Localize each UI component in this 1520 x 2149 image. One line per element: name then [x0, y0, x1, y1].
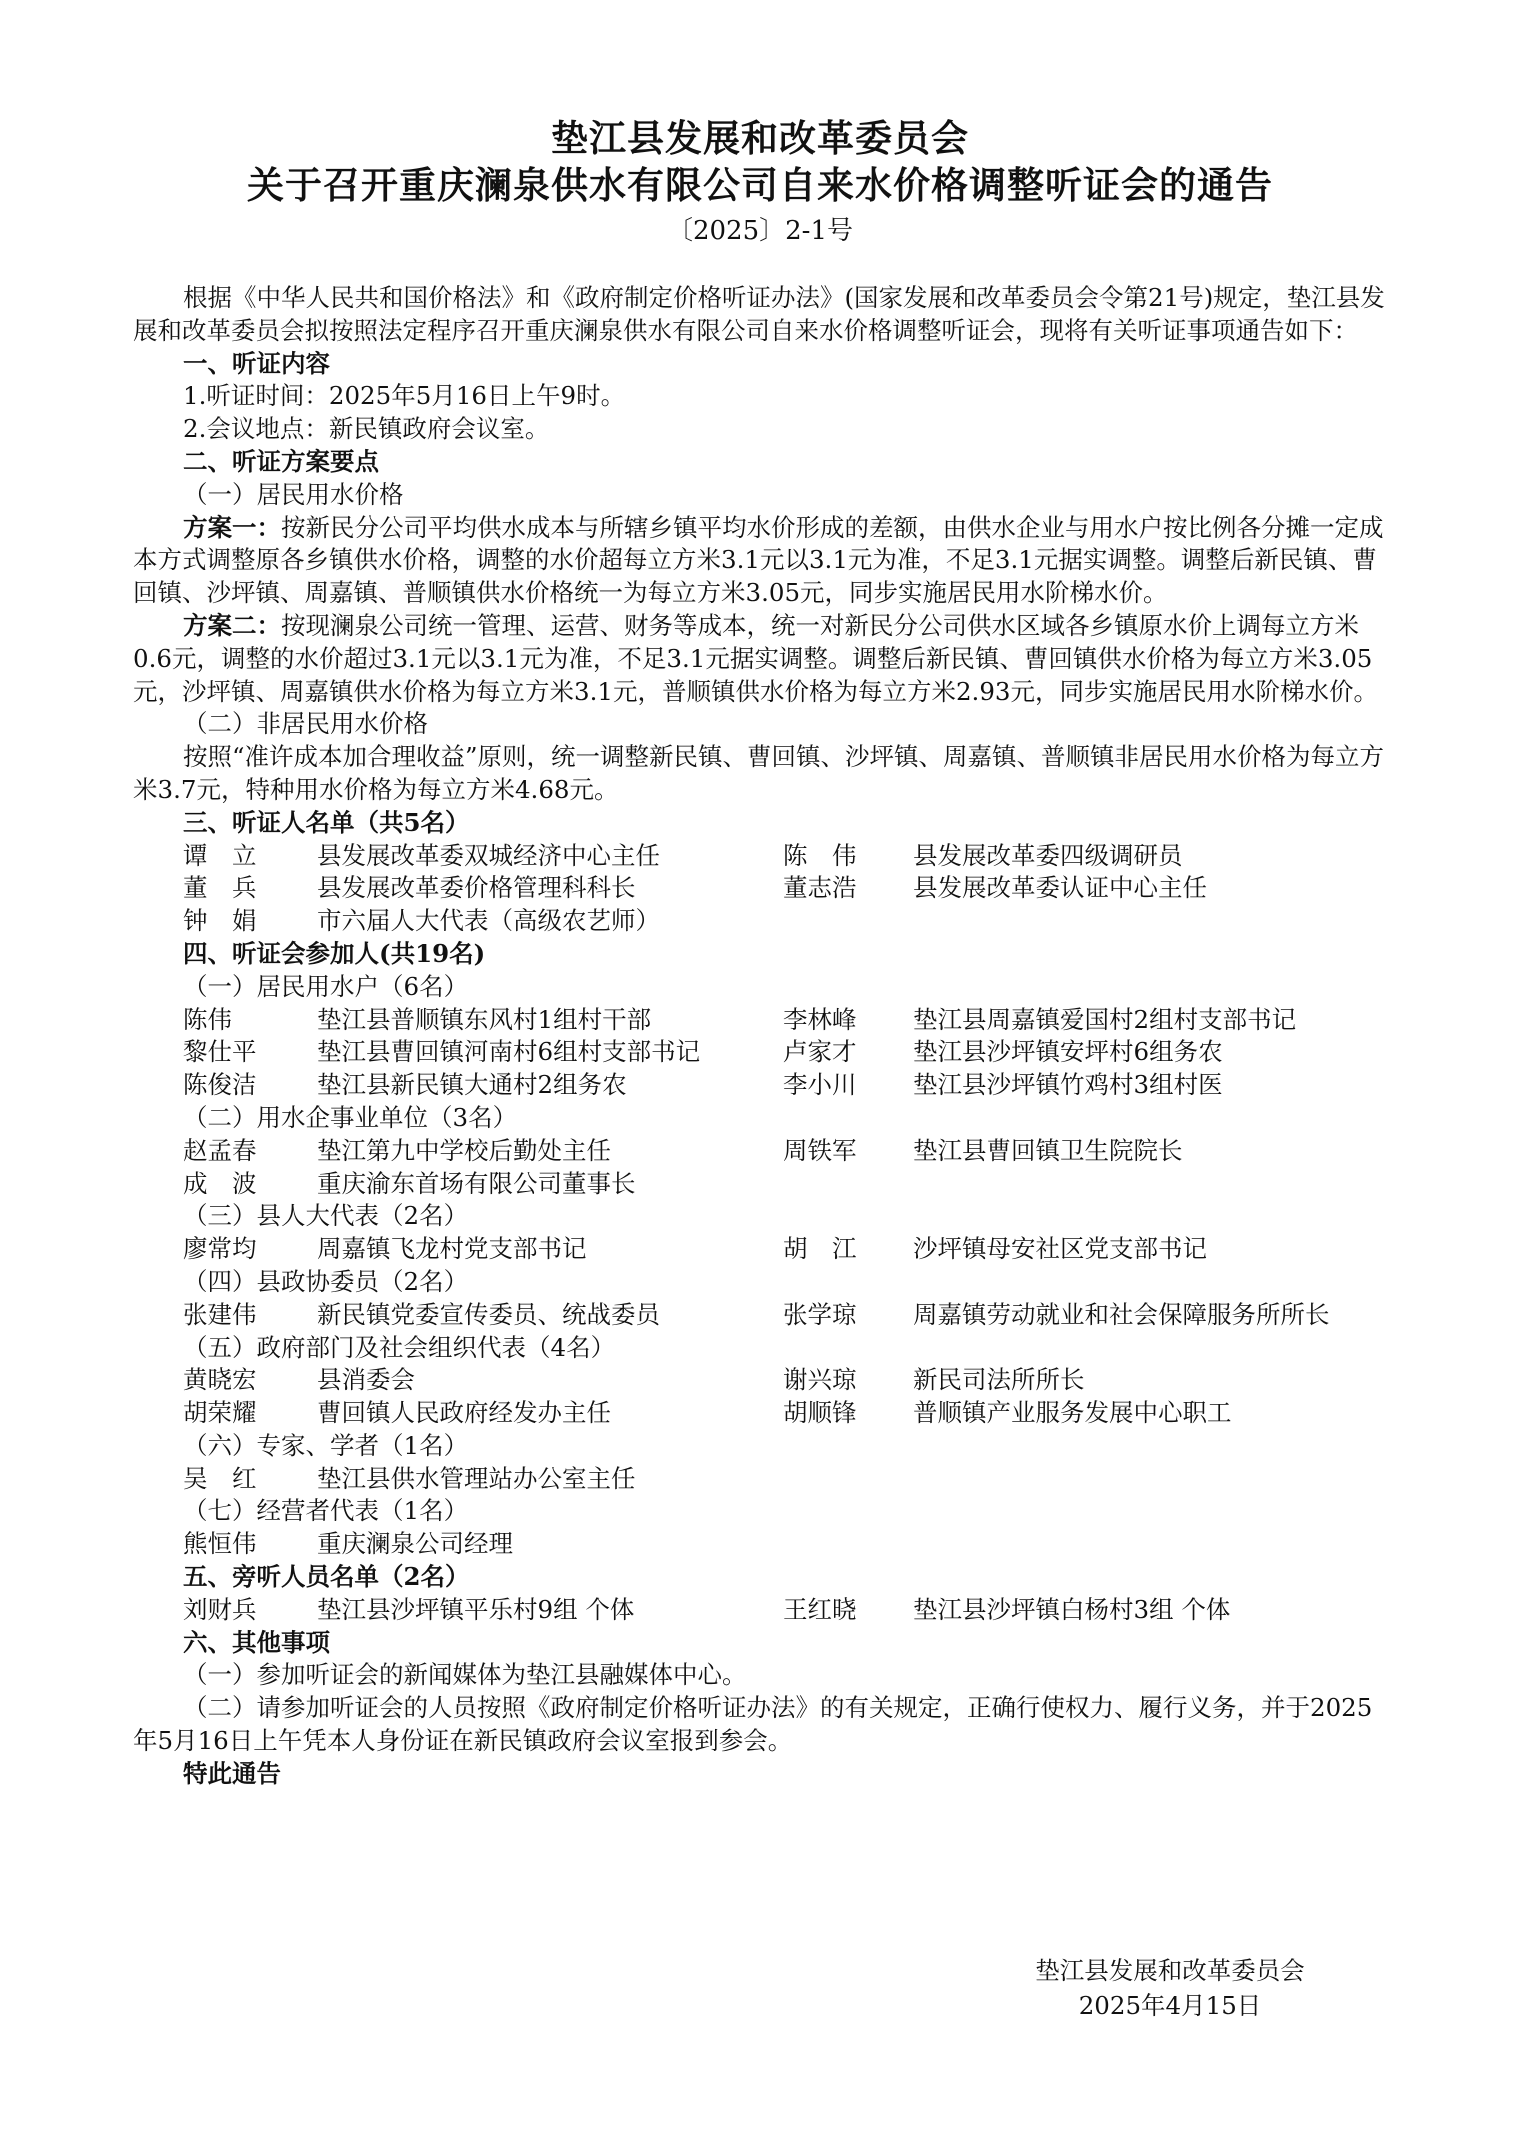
group-heading: （二）用水企事业单位（3名）	[183, 1102, 518, 1132]
person-name: 李小川	[783, 1070, 857, 1100]
other-item-2: （二）请参加听证会的人员按照《政府制定价格听证办法》的有关规定，正确行使权力、履行义务，并于2025年5月16日上午凭本人身份证在新民镇政府会议室报到参会。	[133, 1693, 1373, 1756]
person-title: 周嘉镇飞龙村党支部书记	[317, 1234, 587, 1264]
signature-org: 垫江县发展和改革委员会	[1035, 1956, 1305, 1985]
subsection-nonresidential: （二）非居民用水价格	[183, 709, 428, 739]
person-row	[133, 1036, 1393, 1069]
person-name: 成 波	[183, 1168, 257, 1198]
person-name: 陈伟	[183, 1004, 232, 1034]
subsection-residential: （一）居民用水价格	[183, 479, 404, 509]
person-row	[133, 1004, 1393, 1037]
signature-date: 2025年4月15日	[1078, 1991, 1262, 2020]
person-title: 垫江第九中学校后勤处主任	[317, 1135, 611, 1165]
person-name: 吴 红	[183, 1463, 257, 1493]
group-heading: （五）政府部门及社会组织代表（4名）	[183, 1332, 616, 1362]
person-name: 张学琼	[783, 1299, 857, 1329]
person-name: 黄晓宏	[183, 1365, 257, 1395]
person-name: 董志浩	[783, 873, 857, 903]
person-title: 普顺镇产业服务发展中心职工	[913, 1398, 1232, 1428]
document-body	[133, 282, 1393, 1791]
person-row	[133, 1069, 1393, 1102]
person-name: 周铁军	[783, 1135, 857, 1165]
person-title: 曹回镇人民政府经发办主任	[317, 1398, 611, 1428]
document-number: 〔2025〕2-1号	[666, 216, 854, 246]
person-row	[133, 872, 1393, 905]
person-title: 新民镇党委宣传委员、统战委员	[317, 1299, 660, 1329]
person-name: 黎仕平	[183, 1037, 257, 1067]
person-name: 胡荣耀	[183, 1398, 257, 1428]
section-4-heading: 四、听证会参加人(共19名)	[183, 938, 486, 968]
person-row	[133, 1594, 1393, 1627]
person-name: 胡顺锋	[783, 1398, 857, 1428]
person-name: 赵孟春	[183, 1135, 257, 1165]
person-row	[133, 1135, 1393, 1168]
person-name: 王红晓	[783, 1594, 857, 1624]
person-title: 垫江县普顺镇东风村1组村干部	[317, 1004, 652, 1034]
person-title: 垫江县曹回镇卫生院院长	[913, 1135, 1183, 1165]
plan-1-paragraph	[133, 512, 1393, 610]
person-name: 廖常均	[183, 1234, 257, 1264]
person-row	[133, 1168, 1393, 1201]
person-row	[133, 1364, 1393, 1397]
group-heading: （四）县政协委员（2名）	[183, 1266, 469, 1296]
person-name: 张建伟	[183, 1299, 257, 1329]
nonresidential-paragraph: 按照“准许成本加合理收益”原则，统一调整新民镇、曹回镇、沙坪镇、周嘉镇、普顺镇非居民用水价格为每立方米3.7元，特种用水价格为每立方米4.68元。	[133, 742, 1385, 804]
title-line-2: 关于召开重庆澜泉供水有限公司自来水价格调整听证会的通告	[247, 163, 1273, 207]
person-title: 垫江县沙坪镇竹鸡村3组村医	[913, 1070, 1223, 1100]
person-row	[133, 1528, 1393, 1561]
person-name: 陈俊洁	[183, 1070, 257, 1100]
section-3-heading: 三、听证人名单（共5名）	[183, 807, 470, 837]
plan-2-paragraph	[133, 610, 1393, 708]
person-name: 谭 立	[183, 840, 257, 870]
person-row	[133, 1463, 1393, 1496]
plan-2-text: 按现澜泉公司统一管理、运营、财务等成本，统一对新民分公司供水区域各乡镇原水价上调每立方米0.6元，调整的水价超过3.1元以3.1元为准，不足3.1元据实调整。调整后新民镇、曹回镇供水价格为每立方米3.05元，沙坪镇、周嘉镇供水价格为每立方米3.1元，普顺镇供水价格为每立方米2.93元，同步实施居民用水阶梯水价。	[133, 610, 1379, 706]
person-title: 县发展改革委四级调研员	[913, 840, 1183, 870]
other-item-1: （一）参加听证会的新闻媒体为垫江县融媒体中心。	[183, 1660, 747, 1690]
hearing-location: 2.会议地点：新民镇政府会议室。	[183, 414, 550, 444]
person-name: 谢兴琼	[783, 1365, 857, 1395]
plan-1-text: 按新民分公司平均供水成本与所辖乡镇平均水价形成的差额，由供水企业与用水户按比例各分摊一定成本方式调整原各乡镇供水价格，调整的水价超每立方米3.1元以3.1元为准，不足3.1元据实调整。调整后新民镇、曹回镇、沙坪镇、周嘉镇、普顺镇供水价格统一为每立方米3.05元，同步实施居民用水阶梯水价。	[133, 512, 1384, 608]
section-6-heading: 六、其他事项	[183, 1627, 330, 1657]
person-title: 沙坪镇母安社区党支部书记	[913, 1234, 1207, 1264]
person-title: 县发展改革委双城经济中心主任	[317, 840, 660, 870]
person-name: 熊恒伟	[183, 1529, 257, 1559]
person-row	[133, 840, 1393, 873]
person-title: 垫江县新民镇大通村2组务农	[317, 1070, 627, 1100]
person-name: 胡 江	[783, 1234, 857, 1264]
person-name: 刘财兵	[183, 1594, 257, 1624]
hearing-time: 1.听证时间：2025年5月16日上午9时。	[183, 381, 626, 411]
person-name: 卢家才	[783, 1037, 857, 1067]
group-heading: （一）居民用水户（6名）	[183, 971, 469, 1001]
person-title: 新民司法所所长	[913, 1365, 1085, 1395]
person-name: 钟 娟	[183, 906, 257, 936]
section-1-heading: 一、听证内容	[183, 348, 330, 378]
person-row	[133, 1299, 1393, 1332]
person-title: 县消委会	[317, 1365, 415, 1395]
title-line-1: 垫江县发展和改革委员会	[551, 116, 969, 160]
person-title: 垫江县沙坪镇平乐村9组 个体	[317, 1594, 635, 1624]
plan-1-label: 方案一：	[183, 512, 281, 542]
person-title: 周嘉镇劳动就业和社会保障服务所所长	[913, 1299, 1330, 1329]
person-title: 市六届人大代表（高级农艺师）	[317, 906, 660, 936]
person-title: 县发展改革委价格管理科科长	[317, 873, 636, 903]
plan-2-label: 方案二：	[183, 610, 281, 640]
person-row	[133, 905, 1393, 938]
person-title: 垫江县周嘉镇爱国村2组村支部书记	[913, 1004, 1297, 1034]
group-heading: （三）县人大代表（2名）	[183, 1201, 469, 1231]
person-title: 重庆渝东首场有限公司董事长	[317, 1168, 636, 1198]
person-title: 垫江县供水管理站办公室主任	[317, 1463, 636, 1493]
person-title: 垫江县曹回镇河南村6组村支部书记	[317, 1037, 701, 1067]
person-name: 陈 伟	[783, 840, 857, 870]
person-name: 董 兵	[183, 873, 257, 903]
section-5-heading: 五、旁听人员名单（2名）	[183, 1562, 470, 1592]
hearing-officers-list	[133, 840, 1393, 938]
person-title: 重庆澜泉公司经理	[317, 1529, 513, 1559]
group-heading: （六）专家、学者（1名）	[183, 1430, 469, 1460]
person-row	[133, 1233, 1393, 1266]
person-title: 垫江县沙坪镇白杨村3组 个体	[913, 1594, 1231, 1624]
intro-paragraph: 根据《中华人民共和国价格法》和《政府制定价格听证办法》(国家发展和改革委员会令第21号)规定，垫江县发展和改革委员会拟按照法定程序召开重庆澜泉供水有限公司自来水价格调整听证会，现将有关听证事项通告如下：	[133, 283, 1385, 345]
person-title: 县发展改革委认证中心主任	[913, 873, 1207, 903]
person-row	[133, 1397, 1393, 1430]
section-2-heading: 二、听证方案要点	[183, 446, 379, 476]
person-title: 垫江县沙坪镇安坪村6组务农	[913, 1037, 1223, 1067]
closing-text: 特此通告	[183, 1758, 281, 1788]
person-name: 李林峰	[783, 1004, 857, 1034]
group-heading: （七）经营者代表（1名）	[183, 1496, 469, 1526]
